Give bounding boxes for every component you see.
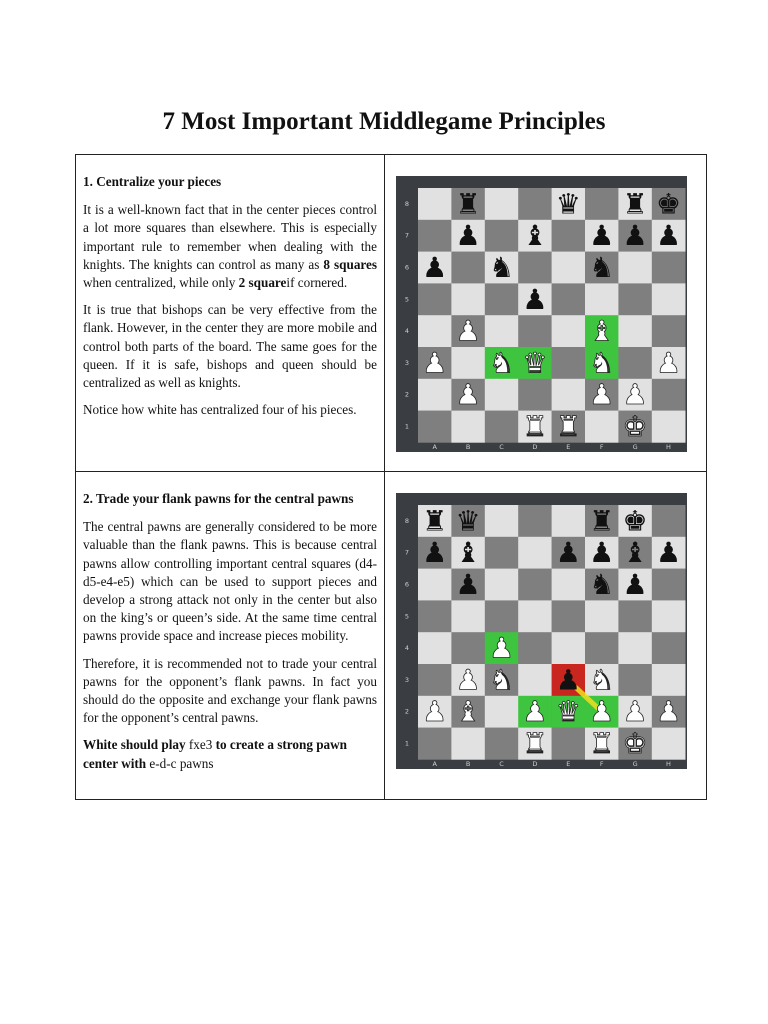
rank-label: 8 — [404, 199, 410, 208]
square-h3 — [652, 664, 686, 696]
square-c8 — [485, 505, 519, 537]
principle-1-text — [83, 173, 377, 428]
rank-label: 7 — [404, 548, 410, 557]
file-label: A — [432, 760, 437, 768]
square-h6 — [652, 569, 686, 601]
piece-d1: ♜ — [522, 727, 548, 761]
piece-d5: ♟ — [522, 282, 548, 316]
square-d6 — [518, 569, 552, 601]
square-f8 — [585, 188, 619, 220]
rank-label: 1 — [404, 422, 410, 431]
square-a3 — [418, 664, 452, 696]
p1-bold-2-square: 2 square — [238, 275, 287, 291]
piece-b8: ♜ — [455, 187, 481, 221]
square-g5 — [618, 283, 652, 315]
square-d8 — [518, 188, 552, 220]
piece-d3: ♛ — [522, 346, 548, 380]
piece-d7: ♝ — [522, 219, 548, 253]
square-c2 — [485, 379, 519, 411]
square-e7 — [552, 220, 586, 252]
square-a4 — [418, 632, 452, 664]
square-c2 — [485, 696, 519, 728]
square-e3 — [552, 347, 586, 379]
rank-label: 4 — [404, 327, 410, 336]
file-label: F — [599, 760, 604, 768]
piece-f1: ♜ — [589, 727, 615, 761]
square-f1 — [585, 411, 619, 443]
piece-h2: ♟ — [655, 695, 682, 729]
square-f5 — [585, 600, 619, 632]
piece-b3: ♟ — [455, 663, 481, 697]
square-h4 — [652, 632, 686, 664]
piece-b8: ♛ — [455, 504, 481, 538]
piece-f6: ♞ — [589, 568, 615, 602]
square-a7 — [418, 220, 452, 252]
file-label: A — [432, 443, 437, 451]
p1-text-c: when centralized, while only — [83, 275, 239, 291]
principle-1-paragraph-1 — [83, 201, 377, 292]
piece-a3: ♟ — [422, 346, 448, 380]
square-e8 — [552, 505, 586, 537]
square-g3 — [618, 347, 652, 379]
file-label: C — [499, 443, 504, 451]
square-e5 — [552, 283, 586, 315]
rank-label: 6 — [404, 580, 410, 589]
principle-2-heading: 2. Trade your flank pawns for the central pawns — [83, 491, 354, 506]
square-h8 — [652, 505, 686, 537]
principle-row-2 — [76, 472, 706, 800]
piece-f7: ♟ — [589, 536, 615, 570]
piece-g8: ♜ — [622, 187, 648, 221]
piece-g7: ♝ — [622, 536, 648, 570]
piece-h7: ♟ — [655, 536, 682, 570]
square-b1 — [451, 411, 485, 443]
file-label: E — [566, 443, 571, 451]
square-h2 — [652, 379, 686, 411]
rank-label: 3 — [404, 358, 410, 367]
piece-d2: ♟ — [522, 695, 548, 729]
square-g6 — [618, 252, 652, 284]
square-h1 — [652, 728, 686, 760]
principle-2-paragraph-3 — [83, 736, 377, 772]
piece-b2: ♝ — [455, 695, 481, 729]
p3-move: fxe3 — [188, 737, 213, 753]
file-label: D — [532, 443, 538, 451]
piece-b6: ♟ — [455, 568, 481, 602]
square-a8 — [418, 188, 452, 220]
principle-1-paragraph-2: It is true that bishops can be very effective from the flank. However, in the center they are more mobile and control both parts of the board. The same goes for the queen. If it is safe, bishops and queen should be centralized as well as knights. — [83, 302, 377, 391]
square-c7 — [485, 220, 519, 252]
principle-2-text — [83, 490, 377, 782]
square-h6 — [652, 252, 686, 284]
square-g5 — [618, 600, 652, 632]
piece-c4: ♟ — [488, 631, 515, 665]
square-d6 — [518, 252, 552, 284]
square-b5 — [451, 600, 485, 632]
rank-label: 3 — [404, 675, 410, 684]
file-label: C — [499, 760, 504, 768]
square-c4 — [485, 315, 519, 347]
square-a1 — [418, 728, 452, 760]
square-c8 — [485, 188, 519, 220]
rank-label: 2 — [404, 707, 410, 716]
square-c1 — [485, 411, 519, 443]
square-b5 — [451, 283, 485, 315]
file-label: G — [632, 760, 638, 768]
piece-h3: ♟ — [655, 346, 682, 380]
piece-f2: ♟ — [589, 378, 615, 412]
chess-diagram-2 — [396, 493, 687, 769]
piece-a8: ♜ — [422, 504, 448, 538]
square-d2 — [518, 379, 552, 411]
piece-g2: ♟ — [622, 695, 648, 729]
file-label: G — [632, 443, 638, 451]
rank-label: 4 — [404, 644, 410, 653]
board-svg — [396, 176, 687, 452]
piece-f7: ♟ — [589, 219, 615, 253]
square-a6 — [418, 569, 452, 601]
square-h4 — [652, 315, 686, 347]
piece-e8: ♛ — [555, 187, 581, 221]
p3-bold-a: White should play — [83, 737, 189, 753]
square-d5 — [518, 600, 552, 632]
square-a5 — [418, 600, 452, 632]
piece-b7: ♟ — [455, 219, 481, 253]
file-label: B — [465, 760, 471, 768]
square-d3 — [518, 664, 552, 696]
piece-f2: ♟ — [589, 695, 615, 729]
piece-g1: ♚ — [622, 727, 648, 761]
square-a5 — [418, 283, 452, 315]
square-a2 — [418, 379, 452, 411]
piece-c3: ♞ — [488, 346, 515, 380]
board-svg — [396, 493, 687, 769]
square-b1 — [451, 728, 485, 760]
square-e4 — [552, 315, 586, 347]
rank-label: 7 — [404, 231, 410, 240]
square-e6 — [552, 252, 586, 284]
p1-text-a: It is a well-known fact that in the center pieces control a lot more squares than elsewhere. This is especially important rule to remember when dealing with the knights. The knights can control as many as — [83, 202, 377, 272]
principle-1-heading: 1. Centralize your pieces — [83, 174, 222, 189]
chess-diagram-1 — [396, 176, 687, 452]
square-c1 — [485, 728, 519, 760]
square-a4 — [418, 315, 452, 347]
piece-g8: ♚ — [622, 504, 648, 538]
principle-2-paragraph-2: Therefore, it is recommended not to trade your central pawns for the opponent’s flank pawns. In fact you should do the opposite and exchange your flank pawns for the opponent’s central pawns. — [83, 655, 377, 726]
piece-b7: ♝ — [455, 536, 481, 570]
p3-text-e: pawns — [176, 755, 214, 771]
piece-h8: ♚ — [655, 187, 682, 221]
file-label: E — [566, 760, 571, 768]
piece-e2: ♛ — [555, 695, 581, 729]
rank-label: 5 — [404, 295, 410, 304]
principle-row-1 — [76, 155, 706, 472]
square-b3 — [451, 347, 485, 379]
square-e1 — [552, 728, 586, 760]
square-h1 — [652, 411, 686, 443]
square-c7 — [485, 537, 519, 569]
square-g4 — [618, 315, 652, 347]
piece-h7: ♟ — [655, 219, 682, 253]
p3-pawns: e-d-c — [149, 755, 177, 771]
piece-g1: ♚ — [622, 410, 648, 444]
rank-label: 6 — [404, 263, 410, 272]
rank-label: 2 — [404, 390, 410, 399]
square-c6 — [485, 569, 519, 601]
principles-table — [75, 154, 707, 800]
piece-b4: ♟ — [455, 314, 481, 348]
rank-label: 1 — [404, 739, 410, 748]
piece-g2: ♟ — [622, 378, 648, 412]
piece-d1: ♜ — [522, 410, 548, 444]
square-d4 — [518, 315, 552, 347]
piece-f3: ♞ — [589, 663, 615, 697]
piece-f4: ♝ — [589, 314, 615, 348]
square-e6 — [552, 569, 586, 601]
piece-a7: ♟ — [422, 536, 448, 570]
piece-g7: ♟ — [622, 219, 648, 253]
piece-e3: ♟ — [555, 663, 581, 697]
square-f5 — [585, 283, 619, 315]
p1-text-e: if cornered. — [286, 275, 348, 291]
square-h5 — [652, 600, 686, 632]
principle-2-paragraph-1: The central pawns are generally considered to be more valuable than the flank pawns. This is because central pawns allow controlling important central squares (d4-d5-e4-e5) which can be used to support pieces and develop a strong attack not only in the center but also on the king’s or queen’s side. At the same time central pawns provide space and increase pieces mobility. — [83, 519, 377, 644]
piece-f3: ♞ — [589, 346, 615, 380]
piece-e7: ♟ — [555, 536, 581, 570]
principle-1-paragraph-3: Notice how white has centralized four of his pieces. — [83, 402, 357, 418]
rank-label: 8 — [404, 516, 410, 525]
p1-bold-8-squares: 8 squares — [323, 256, 378, 272]
piece-g6: ♟ — [622, 568, 648, 602]
square-e5 — [552, 600, 586, 632]
file-label: D — [532, 760, 538, 768]
file-label: H — [666, 760, 671, 768]
file-label: H — [666, 443, 671, 451]
p3-bold-c: to create a strong pawn center with — [83, 737, 348, 771]
piece-f8: ♜ — [589, 504, 615, 538]
square-d4 — [518, 632, 552, 664]
square-a1 — [418, 411, 452, 443]
piece-f6: ♞ — [589, 251, 615, 285]
square-d7 — [518, 537, 552, 569]
file-label: B — [465, 443, 471, 451]
square-b4 — [451, 632, 485, 664]
piece-a6: ♟ — [422, 251, 448, 285]
file-label: F — [599, 443, 604, 451]
rank-label: 5 — [404, 612, 410, 621]
square-g4 — [618, 632, 652, 664]
square-d8 — [518, 505, 552, 537]
piece-b2: ♟ — [455, 378, 481, 412]
square-c5 — [485, 600, 519, 632]
square-c5 — [485, 283, 519, 315]
square-b6 — [451, 252, 485, 284]
square-f4 — [585, 632, 619, 664]
piece-c6: ♞ — [488, 251, 515, 285]
piece-a2: ♟ — [422, 695, 448, 729]
piece-e1: ♜ — [555, 410, 581, 444]
square-e4 — [552, 632, 586, 664]
piece-c3: ♞ — [488, 663, 515, 697]
square-e2 — [552, 379, 586, 411]
square-g3 — [618, 664, 652, 696]
page-title: 7 Most Important Middlegame Principles — [162, 108, 606, 135]
square-h5 — [652, 283, 686, 315]
